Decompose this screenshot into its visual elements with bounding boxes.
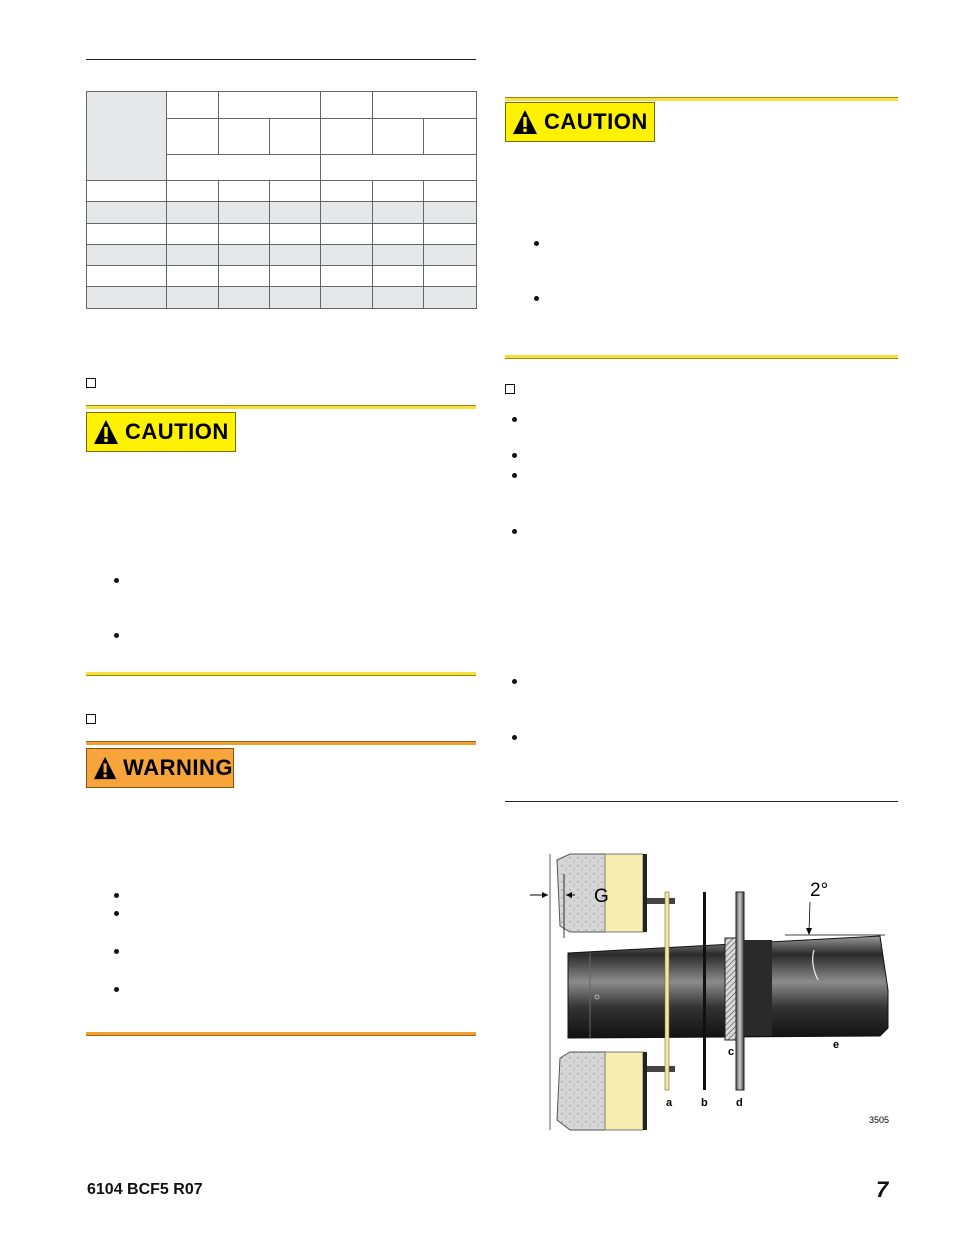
caution-bottom-rule-right (505, 355, 898, 359)
table-header-corner (87, 92, 167, 181)
part-a (665, 892, 669, 1090)
exclamation-triangle-icon (512, 109, 538, 135)
warning-bottom-rule (86, 1032, 476, 1036)
bullet (114, 987, 119, 992)
installation-diagram (520, 840, 900, 1140)
bullet (114, 893, 119, 898)
bullet (512, 529, 517, 534)
table-header-cell (321, 155, 477, 181)
warning-top-rule (86, 741, 476, 745)
table-header-cell (219, 119, 270, 155)
bullet (534, 241, 539, 246)
exclamation-triangle-icon (93, 755, 117, 781)
figure-number: 3505 (869, 1115, 890, 1125)
table-row (87, 286, 477, 308)
page-number: 7 (876, 1177, 889, 1202)
label-c: c (728, 1046, 735, 1058)
table-row (87, 223, 477, 244)
table-header-cell (373, 119, 424, 155)
table-header-cell (167, 92, 219, 119)
exclamation-triangle-icon (93, 419, 119, 445)
caution-top-rule-right (505, 97, 898, 101)
caution-bottom-rule-left (86, 672, 476, 676)
table-header-cell (321, 92, 373, 119)
footer-doc-id: 6104 BCF5 R07 (87, 1181, 203, 1198)
table-header-cell (321, 119, 373, 155)
warning-sign (86, 748, 234, 788)
spec-table (86, 91, 477, 309)
table-row (87, 244, 477, 265)
bullet (114, 949, 119, 954)
checkbox-icon[interactable] (505, 384, 515, 394)
wall-lower (557, 1052, 647, 1130)
label-e: e (833, 1039, 840, 1051)
caution-sign-left (86, 412, 236, 452)
table-header-cell (219, 92, 321, 119)
table-row (87, 181, 477, 202)
caution-sign-right (505, 102, 655, 142)
table-header-cell (424, 119, 477, 155)
section-top-rule-left (86, 59, 476, 60)
bullet (512, 735, 517, 740)
bullet (512, 679, 517, 684)
bullet (512, 453, 517, 458)
label-angle: 2° (810, 880, 829, 901)
checkbox-icon[interactable] (86, 378, 96, 388)
part-d (736, 892, 744, 1090)
bullet (114, 578, 119, 583)
table-header-cell (167, 119, 219, 155)
label-a: a (666, 1097, 673, 1109)
caution-top-rule-left (86, 405, 476, 409)
bullet (114, 911, 119, 916)
figure-top-rule (505, 801, 898, 802)
warning-label: WARNING (123, 755, 233, 780)
label-g: G (594, 886, 609, 907)
caution-label: CAUTION (125, 419, 229, 444)
table-header-cell (167, 155, 321, 181)
table-header-cell (270, 119, 321, 155)
bullet (512, 417, 517, 422)
part-b (703, 892, 706, 1090)
table-row (87, 265, 477, 286)
bullet (114, 633, 119, 638)
checkbox-icon[interactable] (86, 714, 96, 724)
table-row (87, 202, 477, 223)
label-b: b (701, 1097, 708, 1109)
bullet (512, 473, 517, 478)
label-d: d (736, 1097, 743, 1109)
caution-label: CAUTION (544, 109, 648, 134)
bullet (534, 296, 539, 301)
table-header-cell (373, 92, 477, 119)
